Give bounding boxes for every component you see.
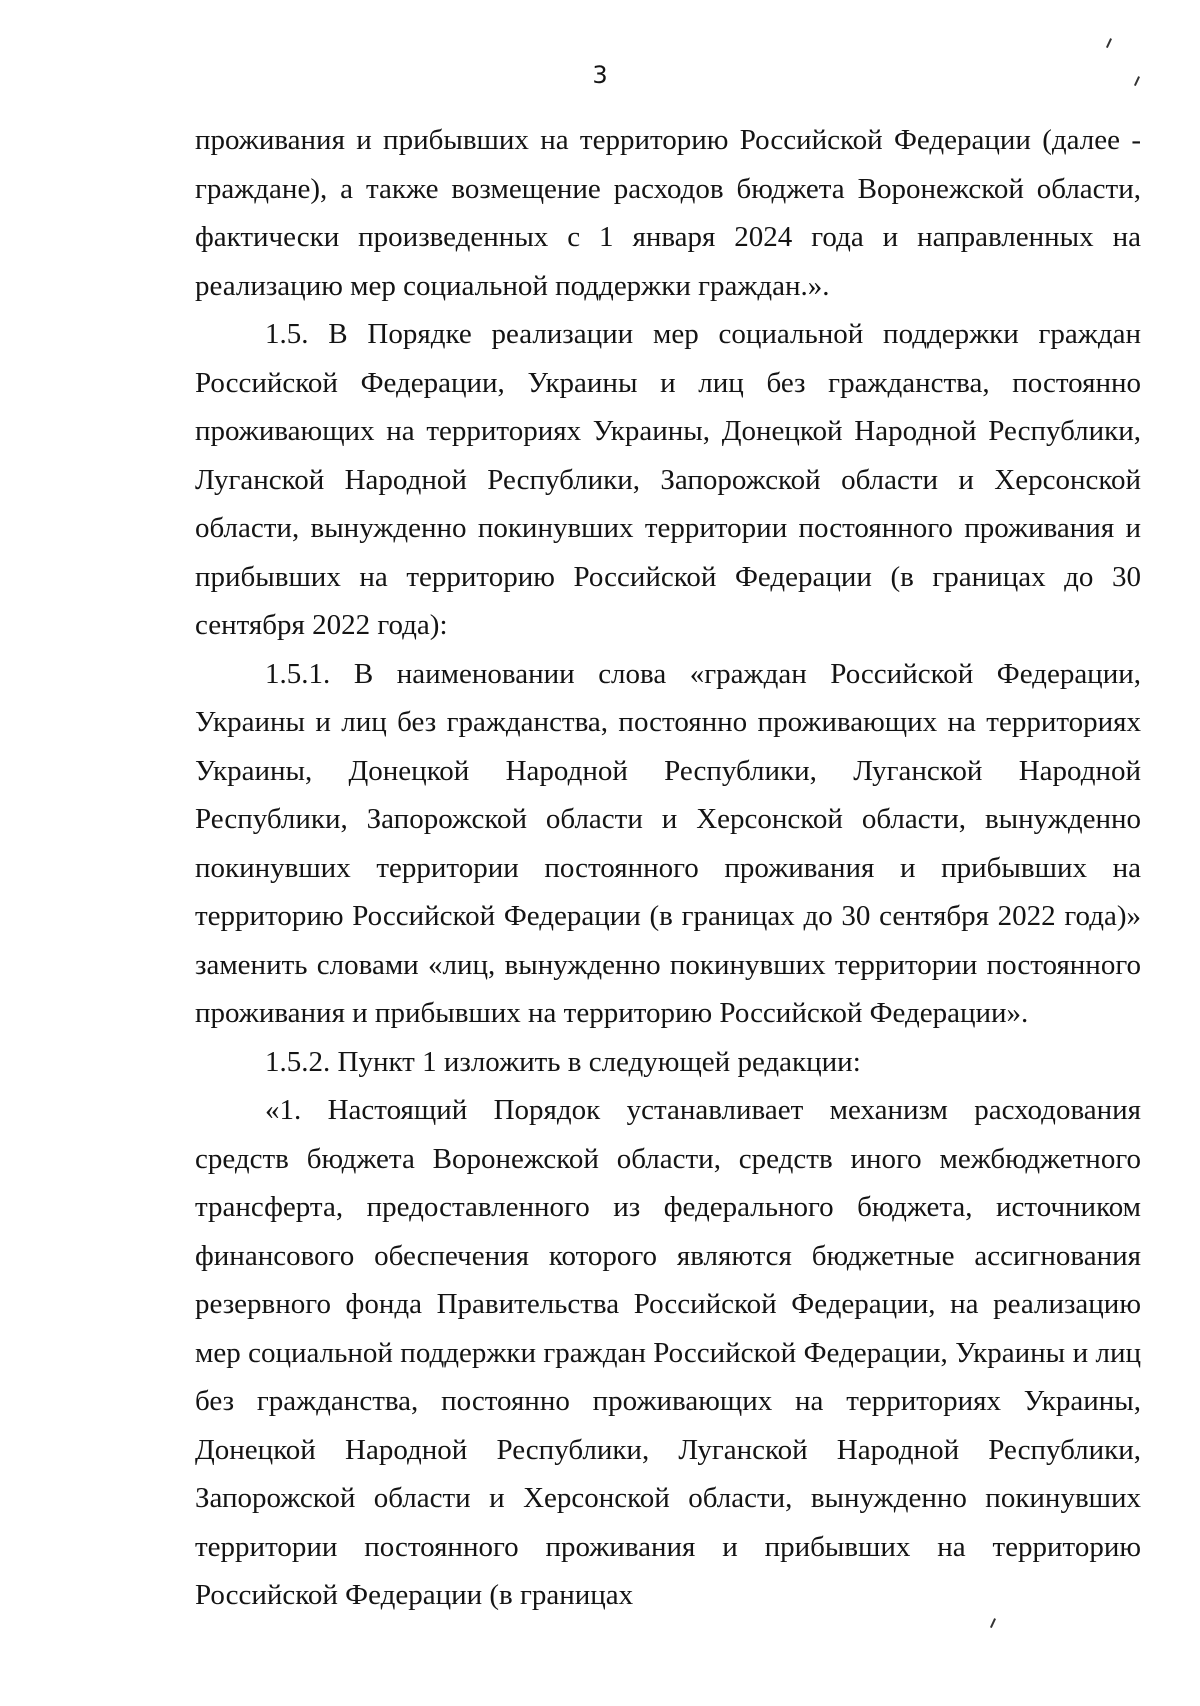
paragraph-1-5-1: 1.5.1. В наименовании слова «граждан Российской Федерации, Украины и лиц без гражданства, постоянно проживающих на территориях Украины, Донецкой Народной Республики, Луганской Народной Республики, Запорожской области и Херсонской области, вынужденно покинувших территории постоянного проживания и прибывших на территорию Российской Федерации (в границах до 30 сентября 2022 года)» заменить словами «лиц, вынужденно покинувших территории постоянного проживания и прибывших на территорию Российской Федерации». (195, 657, 1141, 1029)
paragraph-1-5: 1.5. В Порядке реализации мер социальной поддержки граждан Российской Федерации, Украины и лиц без гражданства, постоянно проживающих на территориях Украины, Донецкой Народной Республики, Луганской Народной Республики, Запорожской области и Херсонской области, вынужденно покинувших территории постоянного проживания и прибывших на территорию Российской Федерации (в границах до 30 сентября 2022 года): (195, 318, 1141, 641)
page-number: 3 (592, 61, 608, 89)
document-body (195, 116, 1141, 1620)
scan-mark (990, 1618, 996, 1628)
paragraph-1-5-2: 1.5.2. Пункт 1 изложить в следующей редакции: (265, 1045, 861, 1078)
paragraph-quoted-item-1: «1. Настоящий Порядок устанавливает механизм расходования средств бюджета Воронежской области, средств иного межбюджетного трансферта, предоставленного из федерального бюджета, источником финансового обеспечения которого являются бюджетные ассигнования резервного фонда Правительства Российской Федерации, на реализацию мер социальной поддержки граждан Российской Федерации, Украины и лиц без гражданства, постоянно проживающих на территориях Украины, Донецкой Народной Республики, Луганской Народной Республики, Запорожской области и Херсонской области, вынужденно покинувших территории постоянного проживания и прибывших на территорию Российской Федерации (в границах (195, 1094, 1141, 1611)
paragraph-continuation: проживания и прибывших на территорию Российской Федерации (далее - граждане), а также возмещение расходов бюджета Воронежской области, фактически произведенных с 1 января 2024 года и направленных на реализацию мер социальной поддержки граждан.». (195, 124, 1141, 302)
scan-mark (1106, 38, 1112, 48)
